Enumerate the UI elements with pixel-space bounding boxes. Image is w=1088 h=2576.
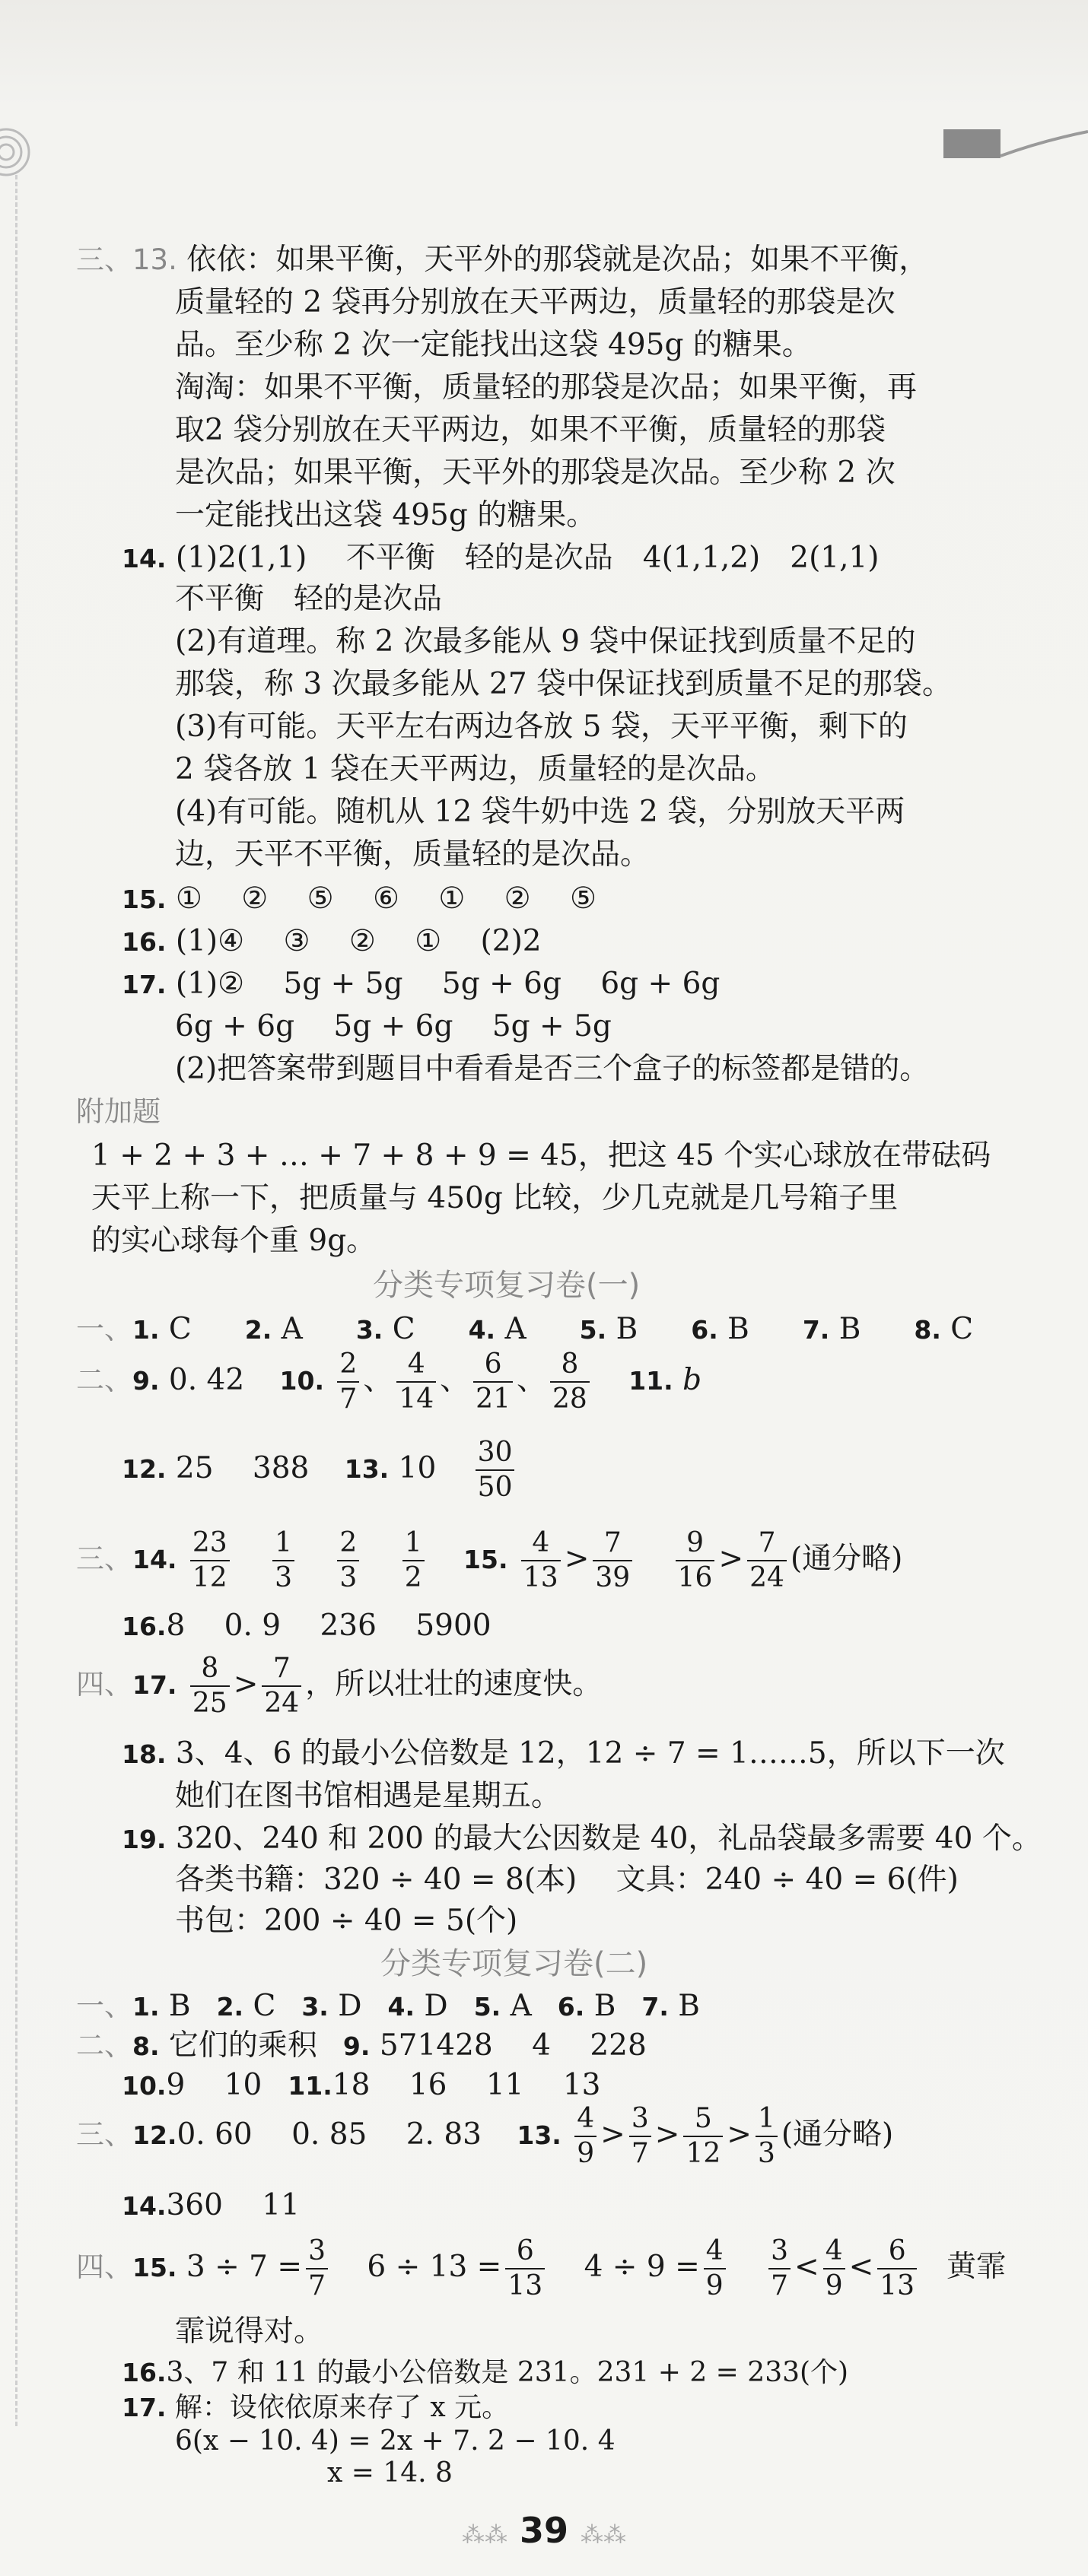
fraction: $\frac{1}{3}$: [272, 1529, 294, 1592]
fraction: $\frac{4}{9}$: [704, 2238, 726, 2300]
fraction: $\frac{3}{7}$: [306, 2238, 328, 2300]
q14-line1: 14. (1)2(1,1) 不平衡 轻的是次品 4(1,1,2) 2(1,1): [122, 541, 880, 575]
review2-q17-line1: 17. 解：设依依原来存了 x 元。: [122, 2392, 510, 2423]
review2-title: 分类专项复习卷(二): [380, 1946, 648, 1981]
q13-line7: 一定能找出这袋 495g 的糖果。: [175, 498, 596, 532]
extra-line3: 的实心球每个重 9g。: [91, 1224, 377, 1258]
fraction: $\frac{8}{25}$: [190, 1655, 230, 1717]
fraction: $\frac{3}{7}$: [629, 2105, 651, 2168]
q17-line1: 17. (1)② 5g + 5g 5g + 6g 6g + 6g: [122, 967, 721, 1001]
review2-q15-line1: 四、15. 3 ÷ 7 = $\frac{3}{7}$ 6 ÷ 13 = $\frac{6}{13}$ 4 ÷ 9 = $\frac{4}{9}$ $\frac{3}{7}$ < $\frac{4}{9}$ < $\frac{6}{13}$ 黄霏: [76, 2235, 1007, 2301]
review1-q18-line1: 18. 3、4、6 的最小公倍数是 12，12 ÷ 7 = 1……5，所以下一次: [122, 1736, 1005, 1771]
fraction: $\frac{7}{24}$: [747, 1529, 787, 1592]
review1-q14-q15: 三、14. $\frac{23}{12}$ $\frac{1}{3}$ $\frac{2}{3}$ $\frac{1}{2}$ 15. $\frac{4}{13}$ > $\frac{7}{39}$ $\frac{9}{16}$ > $\frac{7}{24}$ (通分略): [76, 1527, 903, 1593]
q14-line6: 2 袋各放 1 袋在天平两边，质量轻的是次品。: [175, 752, 775, 786]
q15-line: 15. ① ② ⑤ ⑥ ① ② ⑤: [122, 881, 596, 916]
review1-title: 分类专项复习卷(一): [373, 1268, 641, 1303]
q14-line7: (4)有可能。随机从 12 袋牛奶中选 2 袋，分别放天平两: [175, 795, 905, 829]
fraction: $\frac{6}{13}$: [877, 2238, 917, 2300]
fraction: $\frac{2}{7}$: [337, 1351, 359, 1413]
fraction: $\frac{9}{16}$: [676, 1529, 715, 1592]
fraction: $\frac{7}{39}$: [593, 1529, 632, 1592]
fraction: $\frac{1}{2}$: [402, 1529, 425, 1592]
extra-title: 附加题: [76, 1095, 161, 1128]
review2-q17-line3: x = 14. 8: [327, 2457, 453, 2489]
corner-tab-deco-icon: [943, 125, 1088, 164]
review1-q12-q13: 12. 25 388 13. 10 $\frac{30}{50}$: [122, 1427, 518, 1511]
fraction: $\frac{30}{50}$: [476, 1439, 515, 1501]
fraction: $\frac{4}{14}$: [396, 1351, 436, 1413]
fraction: $\frac{4}{9}$: [574, 2105, 596, 2168]
review1-q16: 16.8 0. 9 236 5900: [122, 1609, 492, 1643]
fraction: $\frac{4}{13}$: [521, 1529, 561, 1592]
review2-q15-line2: 霏说得对。: [175, 2314, 324, 2349]
footer-right-deco-icon: ⁂⁂: [581, 2522, 627, 2549]
review1-q19-line3: 书包：200 ÷ 40 = 5(个): [175, 1904, 518, 1938]
review1-q9-q11: 二、9. 0. 42 10. $\frac{2}{7}$ 、 $\frac{4}{14}$ 、 $\frac{6}{21}$ 、 $\frac{8}{28}$ 11. b: [76, 1348, 702, 1415]
review2-q14: 14.360 11: [122, 2188, 300, 2222]
binding-margin-line: [15, 175, 17, 2426]
q13-line5: 取2 袋分别放在天平两边，如果不平衡，质量轻的那袋: [175, 413, 886, 447]
review2-q12-q13: 三、12.0. 60 0. 85 2. 83 13. $\frac{4}{9}$ > $\frac{3}{7}$ > $\frac{5}{12}$ > $\frac{1}{3}$ (通分略): [76, 2103, 894, 2169]
fraction: $\frac{5}{12}$: [683, 2105, 723, 2168]
spiral-deco-icon: [0, 114, 46, 190]
fraction: $\frac{8}{28}$: [550, 1351, 590, 1413]
review2-choices: 一、1. B 2. C 3. D 4. D 5. A 6. B 7. B: [76, 1989, 700, 2023]
q14-line3: (2)有道理。称 2 次最多能从 9 袋中保证找到质量不足的: [175, 624, 916, 659]
review1-q19-line2: 各类书籍：320 ÷ 40 = 8(本) 文具：240 ÷ 40 = 6(件): [175, 1863, 959, 1897]
extra-line2: 天平上称一下，把质量与 450g 比较，少几克就是几号箱子里: [91, 1181, 899, 1215]
fraction: $\frac{6}{21}$: [473, 1351, 513, 1413]
q13-line4: 淘淘：如果不平衡，质量轻的那袋是次品；如果平衡，再: [175, 370, 918, 405]
page-number: ⁂⁂ 39 ⁂⁂: [461, 2510, 627, 2551]
q13-line6: 是次品；如果平衡，天平外的那袋是次品。至少称 2 次: [175, 456, 896, 490]
fraction: $\frac{23}{12}$: [190, 1529, 230, 1592]
review2-q16: 16.3、7 和 11 的最小公倍数是 231。231 + 2 = 233(个): [122, 2357, 849, 2388]
q14-line5: (3)有可能。天平左右两边各放 5 袋，天平平衡，剩下的: [175, 710, 908, 744]
footer-left-deco-icon: ⁂⁂: [461, 2522, 507, 2549]
q13-line2: 质量轻的 2 袋再分别放在天平两边，质量轻的那袋是次: [175, 285, 896, 319]
q13-line1: 三、13. 依依：如果平衡，天平外的那袋就是次品；如果不平衡，: [76, 243, 929, 277]
extra-line1: 1 + 2 + 3 + … + 7 + 8 + 9 = 45，把这 45 个实心球放在带砝码: [91, 1139, 991, 1173]
review1-q17: 四、17. $\frac{8}{25}$ > $\frac{7}{24}$ ，所以壮壮的速度快。: [76, 1653, 603, 1719]
review1-q18-line2: 她们在图书馆相遇是星期五。: [175, 1779, 561, 1813]
review1-choices: 一、1. C 2. A 3. C 4. A 5. B 6. B 7. B 8. C: [76, 1312, 974, 1346]
q14-line4: 那袋，称 3 次最多能从 27 袋中保证找到质量不足的那袋。: [175, 667, 953, 701]
fraction: $\frac{1}{3}$: [756, 2105, 778, 2168]
review2-q17-line2: 6(x − 10. 4) = 2x + 7. 2 − 10. 4: [175, 2425, 616, 2457]
review2-q10-q11: 10.9 10 11.18 16 11 13: [122, 2068, 601, 2102]
fraction: $\frac{7}{24}$: [262, 1655, 301, 1717]
review2-q8-q9: 二、8. 它们的乘积 9. 571428 4 228: [76, 2028, 647, 2063]
q17-line3: (2)把答案带到题目中看看是否三个盒子的标签都是错的。: [175, 1052, 930, 1086]
q14-line8: 边，天平不平衡，质量轻的是次品。: [175, 837, 651, 872]
q14-line2: 不平衡 轻的是次品: [175, 582, 443, 616]
fraction: $\frac{6}{13}$: [505, 2238, 545, 2300]
review1-q19-line1: 19. 320、240 和 200 的最大公因数是 40，礼品袋最多需要 40 个。: [122, 1822, 1042, 1856]
fraction: $\frac{3}{7}$: [768, 2238, 791, 2300]
q13-label: 三、13.: [76, 243, 177, 276]
q16-line: 16. (1)④ ③ ② ① (2)2: [122, 924, 542, 958]
fraction: $\frac{4}{9}$: [823, 2238, 845, 2300]
fraction: $\frac{2}{3}$: [337, 1529, 359, 1592]
q17-line2: 6g + 6g 5g + 6g 5g + 5g: [175, 1009, 612, 1043]
q13-line3: 品。至少称 2 次一定能找出这袋 495g 的糖果。: [175, 328, 812, 362]
